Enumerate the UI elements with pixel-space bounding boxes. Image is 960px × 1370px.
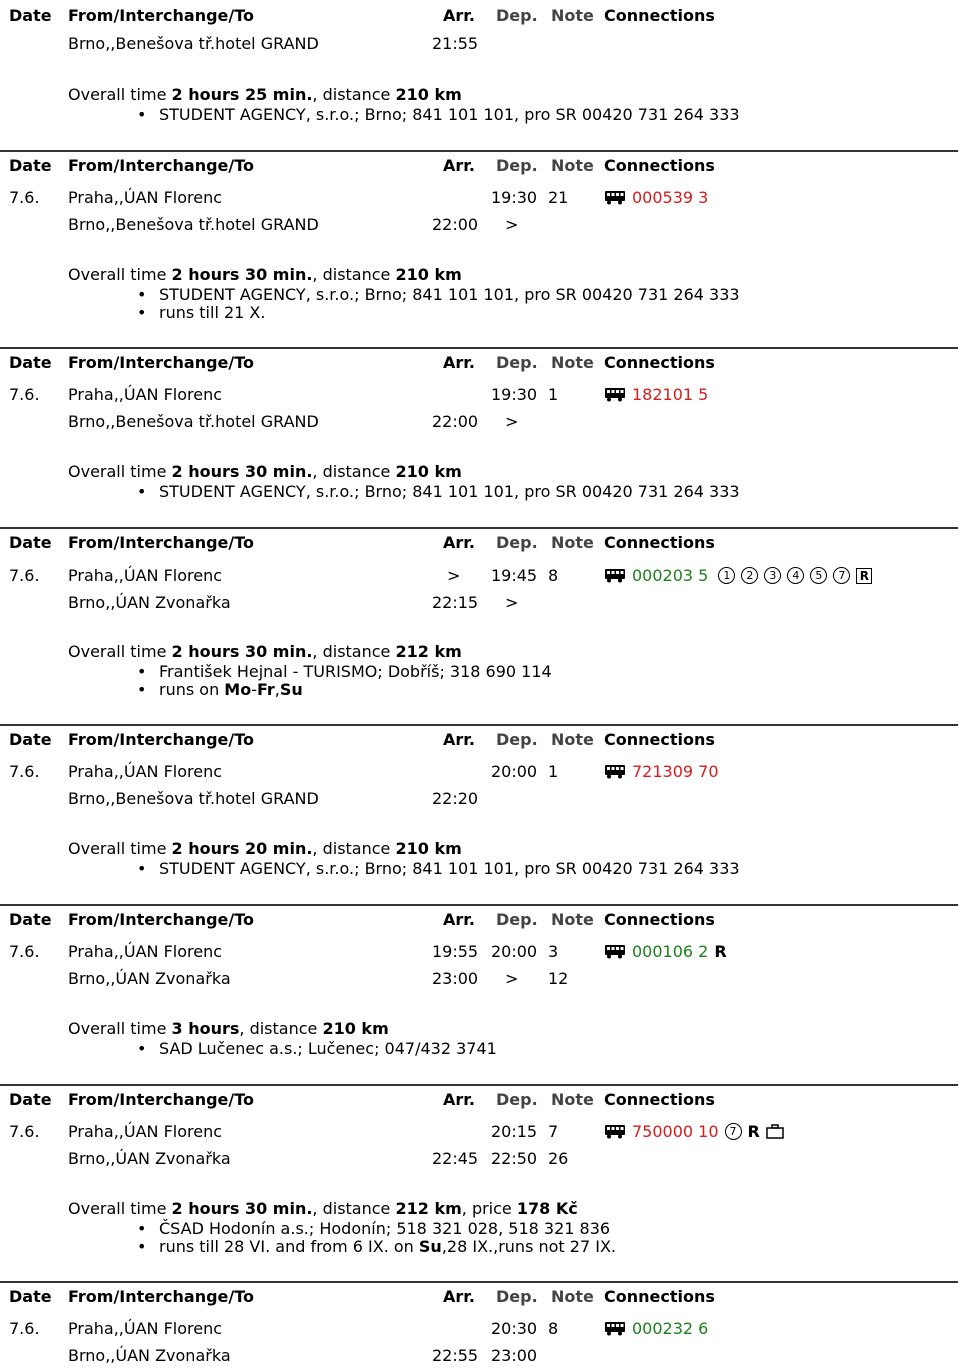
connection-number[interactable]: 182101 5 bbox=[632, 385, 709, 404]
table-row: Brno,,Benešova tř.hotel GRAND 22:20 bbox=[68, 789, 479, 808]
table-row: Brno,,Benešova tř.hotel GRAND 22:00 > bbox=[68, 412, 519, 431]
connection-number[interactable]: 000203 5 bbox=[632, 566, 709, 585]
overall-info: Overall time 2 hours 30 min., distance 210 km bbox=[68, 265, 462, 284]
reservation-icon: R bbox=[856, 568, 872, 584]
arrival-time: 21:55 bbox=[432, 34, 479, 53]
connection[interactable] bbox=[604, 1122, 784, 1141]
day-7-icon: 7 bbox=[725, 1123, 742, 1140]
overall-info: Overall time 2 hours 30 min., distance 212 km bbox=[68, 642, 462, 661]
table-row: 7.6. Praha,,ÚAN Florenc 19:30 21 000539 3 bbox=[9, 188, 709, 207]
header-dep: Dep. bbox=[496, 6, 538, 25]
overall-info: Overall time 2 hours 20 min., distance 210 km bbox=[68, 839, 462, 858]
overall-info: Overall time 2 hours 30 min., distance 212 km, price 178 Kč bbox=[68, 1199, 578, 1218]
header-connections: Connections bbox=[604, 6, 715, 25]
overall-info: Overall time 3 hours, distance 210 km bbox=[68, 1019, 389, 1038]
table-header: Date From/Interchange/To Arr. Dep. Note Connections bbox=[0, 347, 960, 377]
luggage-icon bbox=[766, 1124, 784, 1139]
connection[interactable] bbox=[604, 566, 872, 585]
bus-icon bbox=[604, 190, 626, 205]
reservation-icon: R bbox=[714, 942, 727, 961]
day-4-icon: 4 bbox=[787, 567, 804, 584]
divider bbox=[0, 527, 958, 529]
overall-info: Overall time 2 hours 25 min., distance 210 km bbox=[68, 85, 462, 104]
table-row: Brno,,ÚAN Zvonařka 23:00 > 12 bbox=[68, 969, 569, 988]
day-3-icon: 3 bbox=[764, 567, 781, 584]
table-row: 7.6. Praha,,ÚAN Florenc 20:30 8 000232 6 bbox=[9, 1319, 709, 1338]
table-row: Brno,,Benešova tř.hotel GRAND 22:00 > bbox=[68, 215, 519, 234]
connection-number[interactable]: 750000 10 bbox=[632, 1122, 719, 1141]
stop-name: Brno,,Benešova tř.hotel GRAND bbox=[68, 34, 319, 53]
divider bbox=[0, 724, 958, 726]
table-header: Date From/Interchange/To Arr. Dep. Note Connections bbox=[0, 527, 960, 557]
bus-icon bbox=[604, 1321, 626, 1336]
table-header: Date From/Interchange/To Arr. Dep. Note Connections bbox=[0, 1084, 960, 1114]
connection[interactable] bbox=[604, 1319, 708, 1338]
table-row: Brno,,ÚAN Zvonařka 22:15 > bbox=[68, 593, 519, 612]
overall-info: Overall time 2 hours 30 min., distance 210 km bbox=[68, 462, 462, 481]
bus-icon bbox=[604, 764, 626, 779]
table-header: Date From/Interchange/To Arr. Dep. Note Connections bbox=[0, 1281, 960, 1311]
table-row: 7.6. Praha,,ÚAN Florenc 19:55 20:00 3 000106 2 R bbox=[9, 942, 727, 961]
table-header: Date From/Interchange/To Arr. Dep. Note Connections bbox=[0, 724, 960, 754]
header-date: Date bbox=[9, 6, 52, 25]
day-1-icon: 1 bbox=[718, 567, 735, 584]
table-header: Date From/Interchange/To Arr. Dep. Note Connections bbox=[0, 150, 960, 180]
table-row: 7.6. Praha,,ÚAN Florenc 20:15 7 750000 10 7 R bbox=[0, 1120, 960, 1146]
table-row: Brno,,ÚAN Zvonařka 22:55 23:00 bbox=[68, 1346, 538, 1365]
connection-number[interactable]: 000539 3 bbox=[632, 188, 709, 207]
divider bbox=[0, 347, 958, 349]
divider bbox=[0, 150, 958, 152]
day-2-icon: 2 bbox=[741, 567, 758, 584]
table-row: Brno,,ÚAN Zvonařka 22:45 22:50 26 bbox=[68, 1149, 569, 1168]
connection[interactable] bbox=[604, 942, 727, 961]
connection[interactable] bbox=[604, 762, 719, 781]
day-7-icon: 7 bbox=[833, 567, 850, 584]
bus-icon bbox=[604, 387, 626, 402]
day-icons bbox=[718, 567, 872, 584]
bus-icon bbox=[604, 1124, 626, 1139]
divider bbox=[0, 1281, 958, 1283]
table-header: Date From/Interchange/To Arr. Dep. Note Connections bbox=[0, 904, 960, 934]
divider bbox=[0, 1084, 958, 1086]
header-arr: Arr. bbox=[443, 6, 475, 25]
bus-icon bbox=[604, 568, 626, 583]
table-row bbox=[0, 32, 960, 58]
header-from: From/Interchange/To bbox=[68, 6, 255, 25]
header-note: Note bbox=[551, 6, 594, 25]
connection[interactable] bbox=[604, 188, 708, 207]
table-row: 7.6. Praha,,ÚAN Florenc 20:00 1 721309 70 bbox=[9, 762, 719, 781]
table-header bbox=[0, 0, 960, 30]
day-5-icon: 5 bbox=[810, 567, 827, 584]
reservation-icon: R bbox=[747, 1122, 760, 1141]
table-row: 7.6. Praha,,ÚAN Florenc 19:30 1 182101 5 bbox=[9, 385, 709, 404]
bus-icon bbox=[604, 944, 626, 959]
divider bbox=[0, 904, 958, 906]
connection-number[interactable]: 000106 2 bbox=[632, 942, 709, 961]
table-row: 7.6. Praha,,ÚAN Florenc > 19:45 8 000203 5 1 2 3 4 5 7 R bbox=[0, 564, 960, 590]
connection[interactable] bbox=[604, 385, 708, 404]
connection-number[interactable]: 721309 70 bbox=[632, 762, 719, 781]
connection-number[interactable]: 000232 6 bbox=[632, 1319, 709, 1338]
